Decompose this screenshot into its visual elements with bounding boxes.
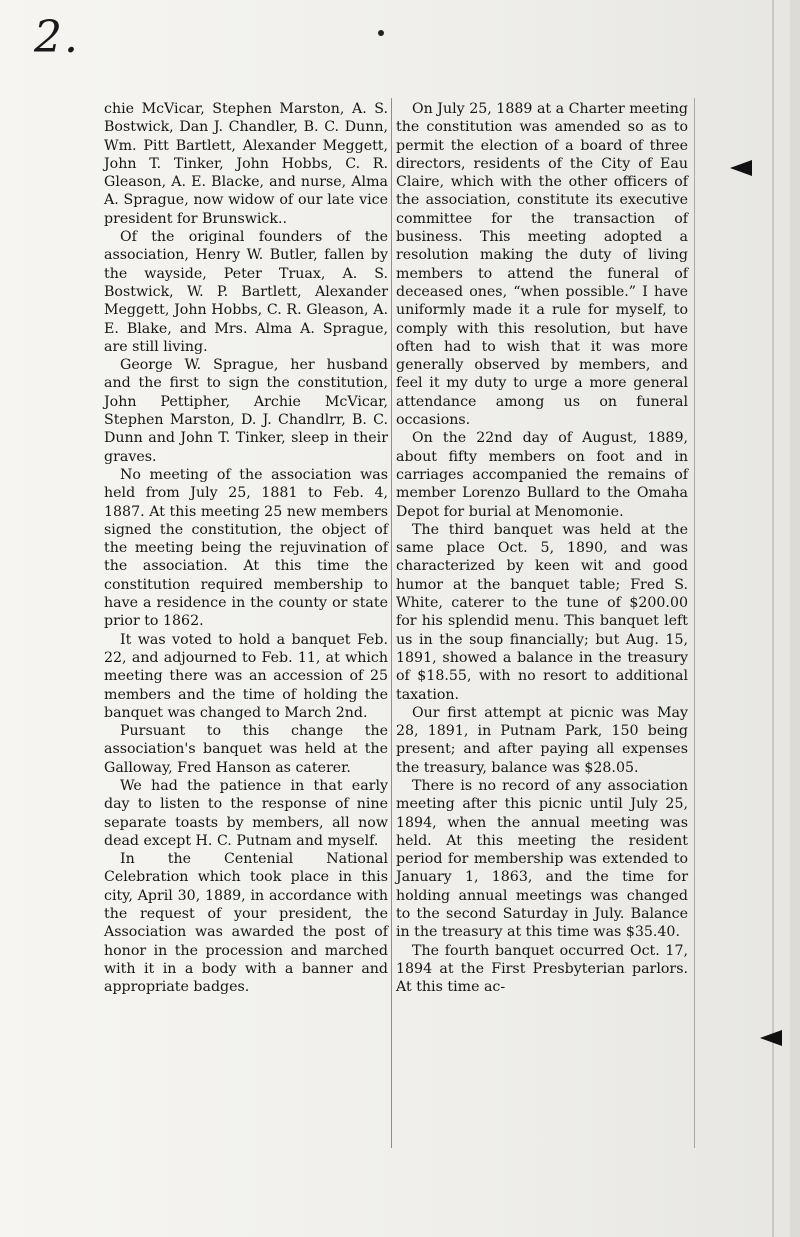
- paragraph: Pursuant to this change the association's banquet was held at the Galloway, Fred Hanson as caterer.: [104, 723, 388, 776]
- paragraph: Of the original founders of the association, Henry W. Butler, fallen by the wayside, Peter Truax, A. S. Bostwick, W. P. Bartlett, Alexander Meggett, John Hobbs, C. R. Gleason, A. E. Blake, and Mrs. Alma A. Sprague, are still living.: [104, 229, 388, 355]
- paragraph: No meeting of the association was held from July 25, 1881 to Feb. 4, 1887. At this meeting 25 new members signed the constitution, the object of the meeting being the rejuvination of the association. At this time the constitution required membership to have a residence in the county or state prior to 1862.: [104, 466, 388, 630]
- arrow-marker-icon: [730, 160, 752, 176]
- clipping-edge: [694, 98, 695, 1148]
- paragraph: On July 25, 1889 at a Charter meeting the constitution was amended so as to permit the election of a board of three directors, residents of the City of Eau Claire, which with the other officers of the association, constitute its executive committee for the transaction of business. This meeting adopted a resolution making the duty of living members to attend the funeral of deceased ones, “when possible.” I have uniformly made it a rule for myself, to comply with this resolution, but have often had to wish that it was more generally observed by members, and feel it my duty to urge a more general attendance among us on funeral occasions.: [396, 101, 688, 429]
- paragraph: George W. Sprague, her husband and the first to sign the constitution, John Pettipher, Archie McVicar, Stephen Marston, D. J. Chandlrr, B. C. Dunn and John T. Tinker, sleep in their graves.: [104, 357, 388, 465]
- paragraph: It was voted to hold a banquet Feb. 22, and adjourned to Feb. 11, at which meeting there was an accession of 25 members and the time of holding the banquet was changed to March 2nd.: [104, 631, 388, 721]
- paragraph: chie McVicar, Stephen Marston, A. S. Bostwick, Dan J. Chandler, B. C. Dunn, Wm. Pitt Bartlett, Alexander Meggett, John T. Tinker, John Hobbs, C. R. Gleason, A. E. Blacke, and nurse, Alma A. Sprague, now widow of our late vice president for Brunswick..: [104, 101, 388, 227]
- left-column: [104, 100, 388, 997]
- arrow-marker-icon: [760, 1030, 782, 1046]
- paragraph: There is no record of any association meeting after this picnic until July 25, 1894, when the annual meeting was held. At this meeting the resident period for membership was extended to January 1, 1863, and the time for holding annual meetings was changed to the second Saturday in July. Balance in the treasury at this time was $35.40.: [396, 777, 688, 941]
- page-edge-margin: [790, 0, 800, 1237]
- paragraph: In the Centenial National Celebration which took place in this city, April 30, 1889, in accordance with the request of your president, the Association was awarded the post of honor in the procession and marched with it in a body with a banner and appropriate badges.: [104, 851, 388, 996]
- page-edge-line: [772, 0, 774, 1237]
- paragraph: The third banquet was held at the same place Oct. 5, 1890, and was characterized by keen wit and good humor at the banquet table; Fred S. White, caterer to the tune of $200.00 for his splendid menu. This banquet left us in the soup financially; but Aug. 15, 1891, showed a balance in the treasury of $18.55, with no resort to additional taxation.: [396, 521, 688, 703]
- paragraph: On the 22nd day of August, 1889, about fifty members on foot and in carriages accompanied the remains of member Lorenzo Bullard to the Omaha Depot for burial at Menomonie.: [396, 430, 688, 520]
- right-column: [396, 100, 688, 997]
- ink-dot: [378, 30, 384, 36]
- paragraph: We had the patience in that early day to listen to the response of nine separate toasts by members, all now dead except H. C. Putnam and myself.: [104, 777, 388, 849]
- paragraph: Our first attempt at picnic was May 28, 1891, in Putnam Park, 150 being present; and after paying all expenses the treasury, balance was $28.05.: [396, 704, 688, 776]
- column-divider: [391, 98, 392, 1148]
- page-number: 2.: [34, 12, 80, 63]
- paragraph: The fourth banquet occurred Oct. 17, 1894 at the First Presbyterian parlors. At this time ac-: [396, 942, 688, 996]
